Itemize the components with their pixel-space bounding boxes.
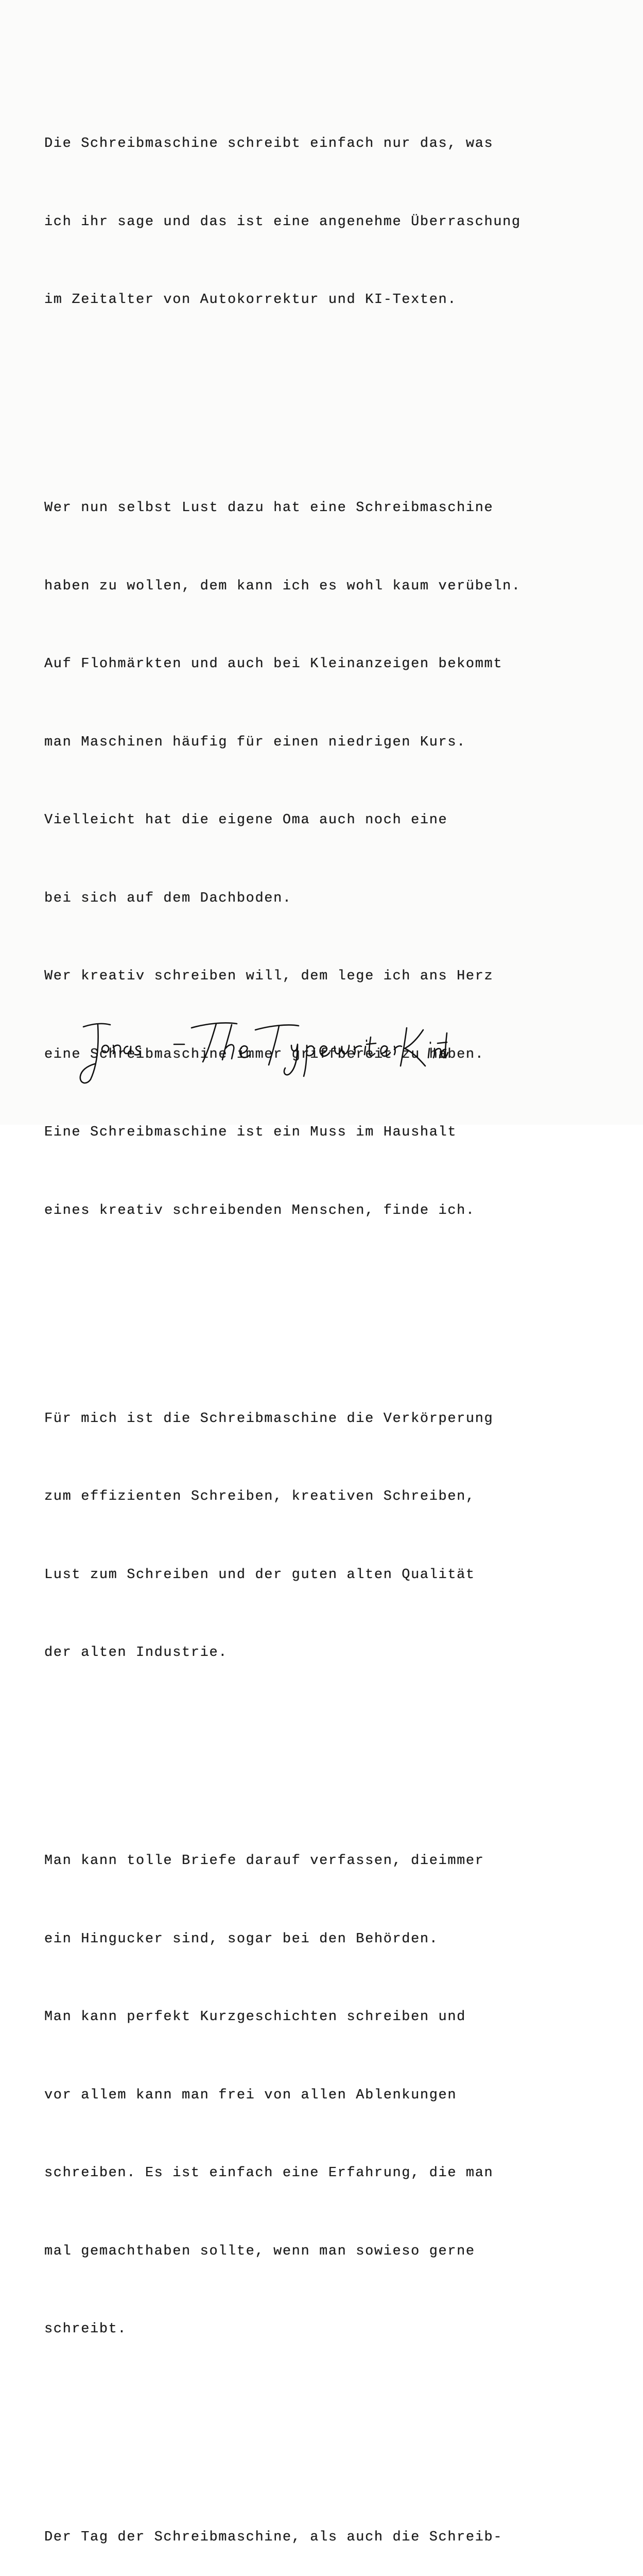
text-line: Eine Schreibmaschine ist ein Muss im Haushalt xyxy=(44,1125,457,1140)
text-line: im Zeitalter von Autokorrektur und KI-Texten. xyxy=(44,292,457,308)
letter-body xyxy=(44,27,621,2576)
text-line: Man kann tolle Briefe darauf verfassen, dieimmer xyxy=(44,1853,484,1869)
paragraph-2 xyxy=(44,443,621,1276)
text-line: Man kann perfekt Kurzgeschichten schreiben und xyxy=(44,2009,466,2025)
text-line: der alten Industrie. xyxy=(44,1645,228,1660)
text-line: ein Hingucker sind, sogar bei den Behörden. xyxy=(44,1931,439,1947)
text-line: haben zu wollen, dem kann ich es wohl kaum verübeln. xyxy=(44,578,521,594)
text-line: mal gemachthaben sollte, wenn man sowieso gerne xyxy=(44,2243,475,2259)
paragraph-3 xyxy=(44,1354,621,1718)
paragraph-5 xyxy=(44,2472,621,2576)
text-line: man Maschinen häufig für einen niedrigen Kurs. xyxy=(44,734,466,750)
text-line: schreiben. Es ist einfach eine Erfahrung, die man xyxy=(44,2165,494,2181)
text-line: Wer nun selbst Lust dazu hat eine Schreibmaschine xyxy=(44,500,494,516)
text-line: eines kreativ schreibenden Menschen, finde ich. xyxy=(44,1202,475,1218)
paragraph-1 xyxy=(44,79,621,365)
text-line: Auf Flohmärkten und auch bei Kleinanzeigen bekommt xyxy=(44,656,503,672)
text-line: Wer kreativ schreiben will, dem lege ich ans Herz xyxy=(44,969,494,984)
text-line: Die Schreibmaschine schreibt einfach nur das, was xyxy=(44,136,494,151)
text-line: zum effizienten Schreiben, kreativen Schreiben, xyxy=(44,1489,475,1504)
handwritten-signature xyxy=(77,1012,448,1090)
text-line: bei sich auf dem Dachboden. xyxy=(44,890,292,906)
text-line: ich ihr sage und das ist eine angenehme Überraschung xyxy=(44,214,521,230)
text-line: vor allem kann man frei von allen Ablenkungen xyxy=(44,2087,457,2103)
text-line: Für mich ist die Schreibmaschine die Verkörperung xyxy=(44,1411,494,1427)
text-line: eine Schreibmaschine immer griffbereit zu haben. xyxy=(44,1046,484,1062)
text-line: schreibt. xyxy=(44,2321,127,2337)
paragraph-4 xyxy=(44,1796,621,2395)
text-line: Der Tag der Schreibmaschine, als auch die Schreib- xyxy=(44,2530,503,2545)
text-line: Lust zum Schreiben und der guten alten Qualität xyxy=(44,1567,475,1583)
text-line: Vielleicht hat die eigene Oma auch noch eine xyxy=(44,812,448,828)
